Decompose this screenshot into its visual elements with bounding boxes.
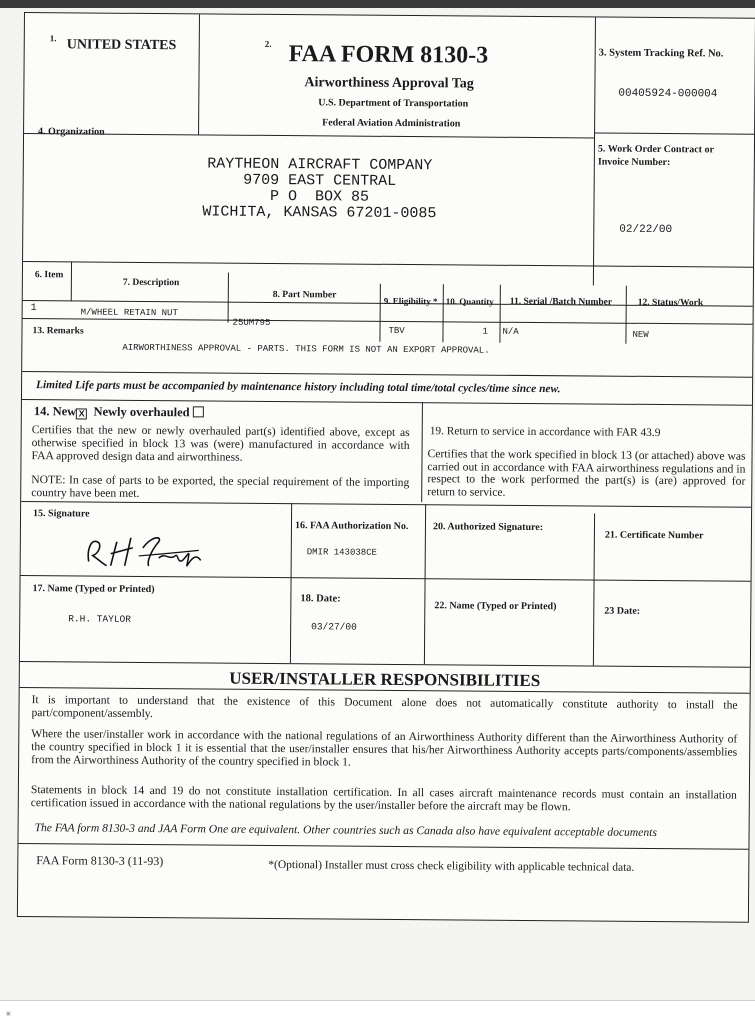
cell-eligibility: TBV	[388, 325, 405, 336]
rule	[18, 843, 748, 850]
cell-status: NEW	[632, 329, 649, 340]
agency: Federal Aviation Administration	[322, 117, 461, 130]
org-city: WICHITA, KANSAS 67201-0085	[202, 203, 437, 223]
col-status-header: 12. Status/Work	[637, 297, 704, 309]
col-quantity-header: 10. Quantity	[445, 296, 494, 307]
responsibility-paragraph-1: It is important to understand that the existence of this Document alone does not automatically constitute authority to install the part/component/assembly.	[31, 693, 738, 721]
form-title: FAA FORM 8130-3	[288, 41, 489, 69]
rule	[499, 285, 500, 343]
rule	[23, 261, 753, 268]
faa-authorization-value: DMIR 143038CE	[306, 547, 378, 558]
block1-number: 1.	[49, 33, 57, 44]
block17-label: 17. Name (Typed or Printed)	[32, 583, 155, 596]
block16-label: 16. FAA Authorization No.	[294, 520, 409, 533]
department: U.S. Department of Transportation	[318, 97, 469, 110]
rule	[23, 318, 753, 325]
form-subtitle: Airworthiness Approval Tag	[304, 75, 474, 92]
block14-overhauled-label: Newly overhauled	[93, 404, 190, 420]
block1-country: UNITED STATES	[66, 37, 177, 54]
signature-image	[81, 525, 241, 572]
block14-new-label: 14. New	[33, 404, 77, 419]
org-po-box: P O BOX 85	[269, 187, 370, 206]
rule	[594, 132, 754, 134]
rule	[198, 14, 200, 134]
block5-label-line2: Invoice Number:	[597, 156, 671, 169]
block4-label: 4. Organization	[38, 126, 105, 138]
rule	[24, 133, 594, 138]
rule	[21, 575, 751, 582]
responsibility-paragraph-2: Where the user/installer work in accordance with the national regulations of an Airworthiness Authority different than the Airworthiness Authority of the country specified in block 1 it is essential that the user/installer ensures that his/her Airworthiness Authority accepts parts/components/assemblies from the Airworthiness Authority of the country specified in block 1.	[31, 727, 738, 769]
responsibility-paragraph-4: The FAA form 8130-3 and JAA Form One are equivalent. Other countries such as Canada also have equivalent acceptable documents	[34, 821, 657, 839]
rule	[625, 286, 626, 344]
rule	[22, 371, 752, 378]
block14-export-note: NOTE: In case of parts to be exported, the special requirement of the importing country have been met.	[31, 473, 410, 500]
col-eligibility-header: 9. Eligibility *	[383, 295, 438, 307]
cell-part-number: 25UM795	[232, 317, 271, 328]
new-checkbox[interactable]: X	[76, 408, 87, 419]
organization-address	[199, 156, 439, 222]
rule	[21, 501, 751, 508]
col-serial-header: 11. Serial /Batch Number	[509, 296, 613, 308]
rule	[290, 503, 292, 663]
scanner-watermark: ▣	[6, 1011, 11, 1017]
col-item-header: 6. Item	[34, 270, 64, 281]
block20-label: 20. Authorized Signature:	[432, 521, 544, 534]
block19-title: 19. Return to service in accordance with FAR 43.9	[429, 425, 661, 440]
block15-label: 15. Signature	[33, 508, 90, 520]
col-description-header: 7. Description	[122, 277, 180, 289]
block21-label: 21. Certificate Number	[604, 529, 704, 542]
rule	[421, 402, 423, 502]
form-id: FAA Form 8130-3 (11-93)	[36, 853, 164, 869]
date-value: 03/27/00	[311, 621, 357, 633]
org-street: 9709 EAST CENTRAL	[243, 171, 397, 190]
block14-certification: Certifies that the new or newly overhauled part(s) identified above, except as otherwise specified in block 13 was (were) manufactured in accordance with FAA approved design data and airworthiness.	[31, 423, 410, 464]
col-part-number-header: 8. Part Number	[272, 289, 337, 301]
optional-note: *(Optional) Installer must cross check eligibility with applicable technical data.	[268, 858, 635, 874]
handwritten-signature	[81, 525, 241, 572]
rule	[379, 284, 380, 342]
tracking-ref-value: 00405924-000004	[618, 87, 718, 101]
work-order-value: 02/22/00	[619, 223, 673, 237]
org-name: RAYTHEON AIRCRAFT COMPANY	[207, 155, 433, 175]
cell-item: 1	[30, 303, 37, 315]
block5-label-line1: 5. Work Order Contract or	[597, 143, 714, 156]
scan-top-edge	[0, 0, 755, 8]
scan-bottom-edge	[0, 1000, 755, 1025]
newly-overhauled-checkbox[interactable]	[193, 406, 204, 417]
block19-text: Certifies that the work specified in block 13 (or attached) above was carried out in accordance with FAA airworthiness regulations and in respect to the work performed the part(s) is (are) approved for return to service.	[427, 447, 746, 499]
responsibilities-heading: USER/INSTALLER RESPONSIBILITIES	[229, 668, 541, 691]
rule	[71, 261, 72, 301]
rule	[228, 273, 229, 323]
block14-checkboxes	[34, 404, 204, 420]
rule	[20, 661, 750, 668]
remarks-text: AIRWORTHINESS APPROVAL - PARTS. THIS FORM IS NOT AN EXPORT APPROVAL.	[122, 342, 490, 356]
block18-label: 18. Date:	[300, 593, 341, 605]
cell-description: M/WHEEL RETAIN NUT	[80, 307, 178, 319]
block3-label: 3. System Tracking Ref. No.	[598, 47, 724, 60]
rule	[593, 17, 596, 285]
block13-label: 13. Remarks	[32, 326, 84, 337]
printed-name-value: R.H. TAYLOR	[68, 613, 131, 625]
cell-serial: N/A	[502, 326, 519, 337]
rule	[442, 284, 443, 342]
limited-life-notice: Limited Life parts must be accompanied by maintenance history including total time/total cycles/time since new.	[36, 379, 561, 396]
block22-label: 22. Name (Typed or Printed)	[434, 600, 557, 613]
faa-form-8130-3	[17, 12, 755, 923]
responsibility-paragraph-3: Statements in block 14 and 19 do not constitute installation certification. In all cases aircraft maintenance records must contain an installation certification issued in accordance with the national regulations by the user/installer before the aircraft may be flown.	[30, 783, 737, 814]
rule	[424, 504, 426, 664]
rule	[593, 513, 595, 665]
cell-quantity: 1	[482, 326, 488, 337]
block23-label: 23 Date:	[604, 605, 641, 617]
block2-number: 2.	[264, 38, 272, 49]
